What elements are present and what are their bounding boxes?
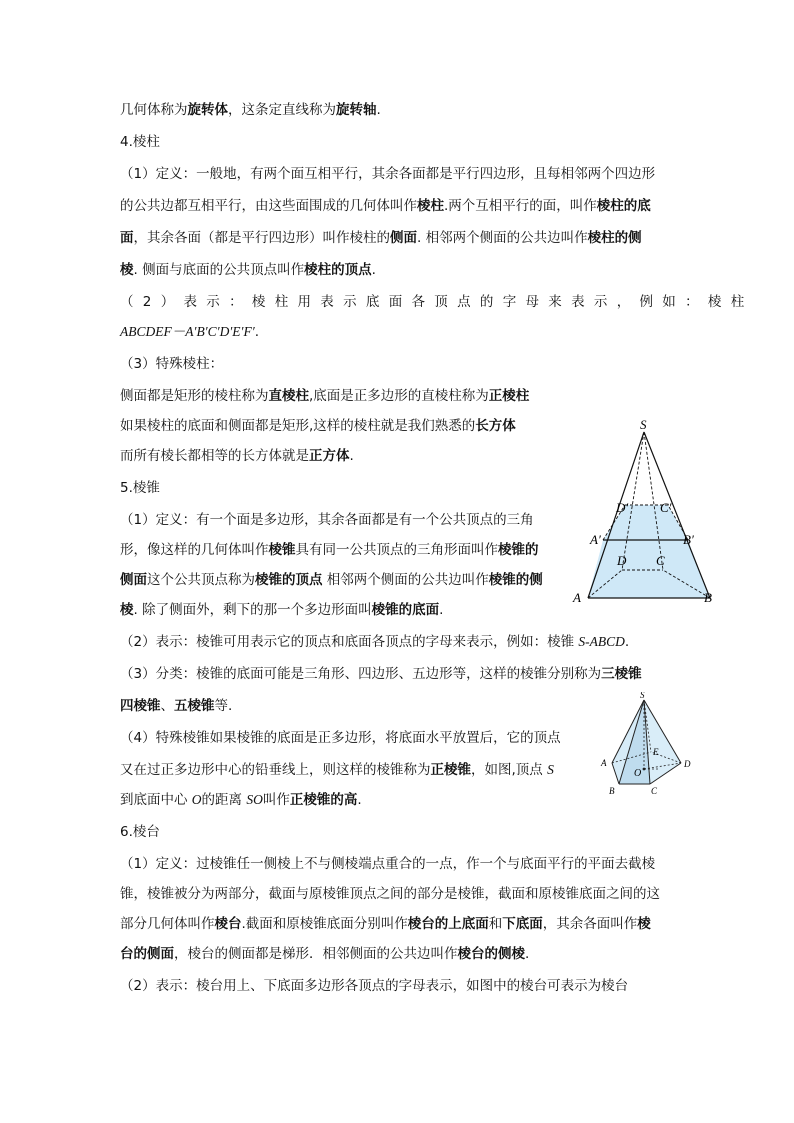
term: 棱锥的 — [498, 542, 539, 558]
text-line — [120, 416, 516, 436]
text-line — [120, 728, 561, 748]
text: 等. — [214, 698, 233, 714]
math: O — [191, 792, 202, 807]
label-O: O — [634, 768, 642, 779]
text: . — [376, 102, 381, 118]
heading-text: 6.棱台 — [120, 824, 160, 840]
text: . 侧面与底面的公共顶点叫作 — [133, 262, 305, 278]
label-S: S — [640, 692, 645, 700]
term: 棱台的侧棱 — [457, 946, 525, 962]
text: 、 — [160, 698, 174, 714]
term: 棱 — [120, 602, 134, 618]
text-line — [120, 510, 534, 530]
text: 锥，棱锥被分为两部分，截面与原棱锥顶点之间的部分是棱锥，截面和原棱锥底面之间的这 — [120, 886, 660, 902]
text: ，棱台的侧面都是梯形．相邻侧面的公共边叫作 — [174, 946, 458, 962]
text: （4）特殊棱锥如果棱锥的底面是正多边形，将底面水平放置后，它的顶点 — [120, 730, 561, 746]
term: 棱 — [120, 262, 134, 278]
term: 棱锥 — [268, 542, 296, 558]
pyramid-frustum-figure — [570, 420, 720, 610]
math: S-ABCD — [578, 634, 625, 649]
text-line — [120, 260, 376, 280]
label-C: C — [651, 786, 658, 796]
text: （3）特殊棱柱： — [120, 356, 224, 372]
text-line — [120, 100, 381, 120]
term: 侧面 — [120, 572, 147, 588]
label-A: A — [573, 590, 581, 605]
text: （1）定义：有一个面是多边形，其余各面都是有一个公共顶点的三角 — [120, 512, 534, 528]
text: 的公共边都互相平行，由这些面围成的几何体叫作 — [120, 198, 417, 214]
heading-text: 5.棱锥 — [120, 480, 160, 496]
term: 正棱锥的高 — [289, 792, 358, 808]
text: （2）表示：棱锥可用表示它的顶点和底面各顶点的字母来表示，例如：棱锥 — [120, 634, 579, 650]
text: ，这条定直线称为 — [228, 102, 336, 118]
text-line — [120, 854, 655, 874]
text: （2）表示：棱台用上、下底面多边形各顶点的字母表示，如图中的棱台可表示为棱台 — [120, 978, 629, 994]
text: 和 — [488, 916, 503, 932]
term: 长方体 — [475, 418, 516, 434]
text-line — [120, 944, 529, 964]
text: （2）表示：棱柱用表示底面各顶点的字母来表示，例如：棱柱 — [120, 294, 754, 310]
text: .截面和原棱锥底面分别叫作 — [241, 916, 408, 932]
text-line — [120, 228, 642, 248]
term: 下底面 — [502, 916, 543, 932]
center-point-O — [643, 768, 646, 771]
text-line — [120, 884, 660, 904]
label-B: B — [609, 786, 615, 796]
text: 具有同一公共顶点的三角形面叫作 — [295, 542, 498, 558]
text: 而所有棱长都相等的长方体就是 — [120, 448, 309, 464]
text: 形，像这样的几何体叫作 — [120, 542, 269, 558]
text-line — [120, 632, 629, 652]
text-line — [120, 790, 362, 810]
label-B1: B′ — [683, 532, 694, 547]
text: ，其余各面（都是平行四边形）叫作棱柱的 — [133, 230, 390, 246]
math: ABCDEF－A′B′C′D′E′F′ — [120, 324, 255, 339]
heading-text: 4.棱柱 — [120, 134, 160, 150]
text: . — [371, 262, 376, 278]
text: ，如图,顶点 — [471, 762, 548, 778]
text-line — [120, 354, 223, 374]
term: 棱柱 — [417, 198, 444, 214]
text: 叫作 — [262, 792, 290, 808]
text-line — [120, 570, 543, 590]
term: 棱锥的底面 — [371, 602, 440, 618]
term: 棱锥的侧 — [488, 572, 543, 588]
text: 的距离 — [201, 792, 247, 808]
text-line — [120, 292, 754, 312]
text-line — [120, 664, 642, 684]
text: . — [525, 946, 530, 962]
text: 相邻两个侧面的公共边叫作 — [322, 572, 489, 588]
label-B: B — [704, 590, 712, 605]
text-line — [120, 696, 232, 716]
text-line — [120, 914, 651, 934]
text-line — [120, 760, 554, 780]
term: 侧面 — [390, 230, 417, 246]
section-heading-4 — [120, 132, 160, 152]
text: 到底面中心 — [120, 792, 192, 808]
term: 棱柱的底 — [596, 198, 651, 214]
term: 棱台的上底面 — [407, 916, 489, 932]
math: SO — [246, 792, 263, 807]
term: 直棱柱 — [268, 388, 309, 404]
term: 正方体 — [309, 448, 350, 464]
text: 部分几何体叫作 — [120, 916, 215, 932]
text: . — [254, 324, 259, 340]
text-line — [120, 196, 651, 216]
section-heading-6 — [120, 822, 160, 842]
section-heading-5 — [120, 478, 160, 498]
text: . 除了侧面外，剩下的那一个多边形面叫 — [133, 602, 372, 618]
text: （1）定义：一般地，有两个面互相平行，其余各面都是平行四边形，且每相邻两个四边形 — [120, 166, 656, 182]
term: 四棱锥 — [120, 698, 161, 714]
term: 正棱锥 — [430, 762, 471, 778]
term: 面 — [120, 230, 134, 246]
text: 这个公共顶点称为 — [147, 572, 255, 588]
text: 如果棱柱的底面和侧面都是矩形,这样的棱柱就是我们熟悉的 — [120, 418, 476, 434]
label-D1: D′ — [616, 500, 629, 515]
term: 正棱柱 — [488, 388, 530, 404]
text: . — [624, 634, 630, 650]
text: 几何体称为 — [120, 102, 188, 118]
text: . — [349, 448, 354, 464]
label-D: D — [617, 553, 627, 568]
label-S: S — [640, 420, 647, 432]
text: 侧面都是矩形的棱柱称为 — [120, 388, 269, 404]
text: . 相邻两个侧面的公共边叫作 — [417, 230, 588, 246]
text-line — [120, 540, 539, 560]
term: 棱柱的侧 — [587, 230, 642, 246]
label-C1: C′ — [660, 500, 672, 515]
text: （1）定义：过棱锥任一侧棱上不与侧棱端点重合的一点，作一个与底面平行的平面去截棱 — [120, 856, 656, 872]
text-line — [120, 164, 655, 184]
text: ,底面是正多边形的直棱柱称为 — [309, 388, 489, 404]
term: 棱 — [637, 916, 651, 932]
text: .两个互相平行的面，叫作 — [444, 198, 597, 214]
math: S — [547, 762, 554, 777]
label-E: E — [653, 747, 659, 757]
text: . — [439, 602, 444, 618]
term: 五棱锥 — [174, 698, 215, 714]
text: （3）分类：棱锥的底面可能是三角形、四边形、五边形等，这样的棱锥分别称为 — [120, 666, 602, 682]
text-line — [120, 600, 443, 620]
label-A1: A′ — [590, 532, 601, 547]
term: 旋转体 — [187, 102, 228, 118]
text: . — [357, 792, 362, 808]
term: 棱锥的顶点 — [255, 572, 323, 588]
term: 旋转轴 — [336, 102, 377, 118]
label-C: C — [656, 553, 665, 568]
label-D: D — [684, 759, 691, 769]
text-line — [120, 446, 354, 466]
term: 棱台 — [214, 916, 242, 932]
text-line — [120, 386, 529, 406]
text-line — [120, 976, 628, 996]
label-A: A — [601, 758, 607, 768]
text: 又在过正多边形中心的铅垂线上，则这样的棱锥称为 — [120, 762, 431, 778]
text-line — [120, 322, 259, 342]
text: ，其余各面叫作 — [542, 916, 638, 932]
term: 棱柱的顶点 — [304, 262, 372, 278]
term: 台的侧面 — [120, 946, 174, 962]
term: 三棱锥 — [601, 666, 642, 682]
regular-pyramid-figure — [595, 692, 725, 800]
